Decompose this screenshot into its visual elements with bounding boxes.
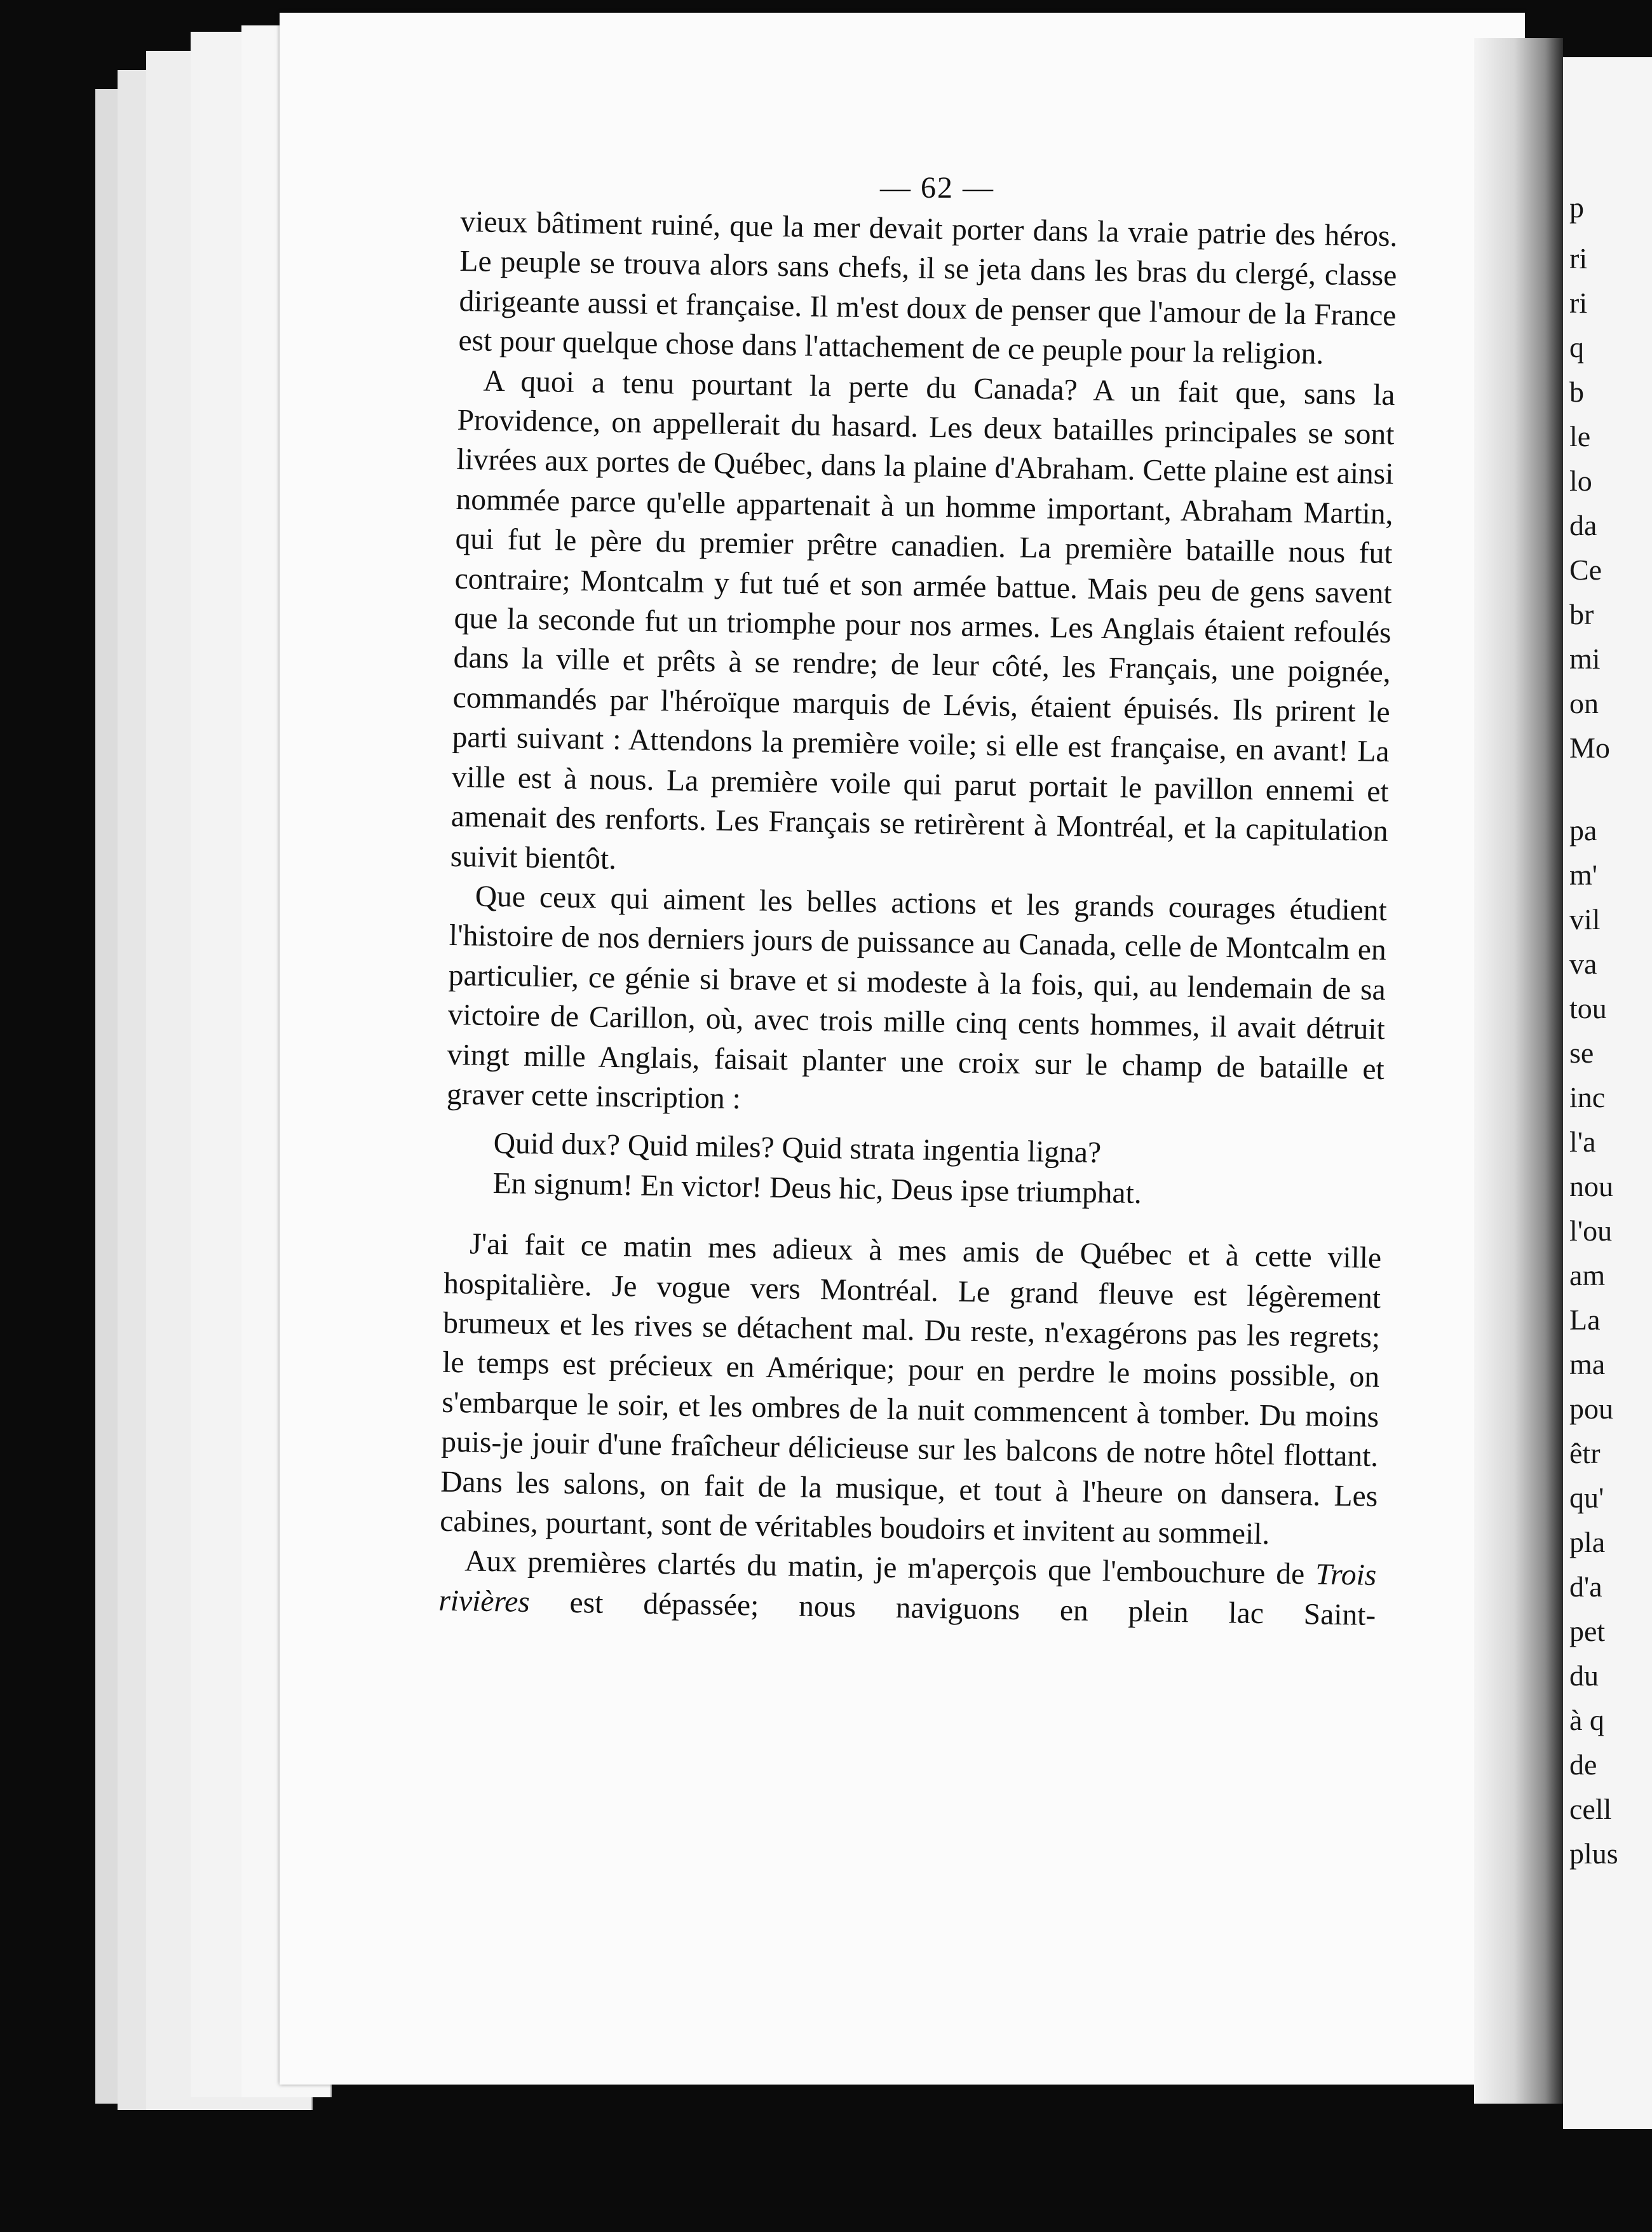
paragraph bbox=[438, 1541, 1377, 1635]
paragraph: Que ceux qui aiment les belles actions et les grands courages étudient l'histoire de nos derniers jours de puissance au Canada, celle de Montcalm en particulier, ce génie si brave et si modeste à la fois, qui, au lendemain de sa victoire de Carillon, où, avec trois mille cinq cents hommes, il avait détruit vingt mille Anglais, faisait planter une croix sur le champ de bataille et graver cette inscription : bbox=[446, 880, 1388, 1116]
facing-page-fragment: vil bbox=[1569, 903, 1601, 936]
facing-page-fragment: l'a bbox=[1569, 1126, 1596, 1158]
facing-page-fragment: ri bbox=[1569, 287, 1588, 319]
facing-page-fragment: le bbox=[1569, 420, 1591, 453]
facing-page-fragment: b bbox=[1569, 376, 1584, 408]
facing-page-fragment: p bbox=[1569, 191, 1584, 224]
facing-page-fragment: du bbox=[1569, 1659, 1599, 1692]
facing-page-fragment: se bbox=[1569, 1037, 1594, 1069]
book-gutter bbox=[1474, 38, 1563, 2104]
facing-page-fragment: l'ou bbox=[1569, 1215, 1613, 1247]
facing-page-fragment: Mo bbox=[1569, 732, 1610, 764]
facing-page-fragment: on bbox=[1569, 687, 1599, 719]
verse-line: En signum! En victor! Deus hic, Deus ipse triumphat. bbox=[492, 1166, 1142, 1210]
facing-page-fragment: ma bbox=[1569, 1348, 1606, 1380]
facing-page-fragment: pla bbox=[1569, 1526, 1606, 1558]
facing-page-fragment: inc bbox=[1569, 1081, 1606, 1113]
facing-page-fragment: à q bbox=[1569, 1704, 1604, 1736]
inscription-verse bbox=[445, 1114, 1384, 1239]
paragraph: A quoi a tenu pourtant la perte du Canada? A un fait que, sans la Providence, on appellerait du hasard. Les deux batailles principales se sont livrées aux portes de Québec, dans la plaine d'Abraham. Cette plaine est ainsi nommée parce qu'elle appartenait à un homme important, Abraham Martin, qui fut le père du premier prêtre canadien. La première bataille nous fut contraire; Montcalm y fut tué et son armée battue. Mais peu de gens savent que la seconde fut un triomphe pour nos armes. Les Anglais étaient refoulés dans la ville et prêts à se rendre; de leur côté, les Français, une poignée, commandés par l'héroïque marquis de Lévis, étaient épuisés. Ils prirent le parti suivant : Attendons la première voile; si elle est française, en avant! La ville est à nous. La première voile qui parut portait le pavillon ennemi et amenait des renforts. Les Français se retirèrent à Montréal, et la capitulation suivit bientôt. bbox=[450, 364, 1395, 876]
facing-page-fragment: pa bbox=[1569, 814, 1597, 847]
facing-page-fragment: va bbox=[1569, 948, 1597, 980]
facing-page-fragment: br bbox=[1569, 598, 1594, 630]
verse-line: Quid dux? Quid miles? Quid strata ingentia ligna? bbox=[493, 1127, 1102, 1170]
facing-page-fragment: pet bbox=[1569, 1615, 1606, 1647]
facing-page-fragment: lo bbox=[1569, 465, 1592, 497]
facing-page-fragment: am bbox=[1569, 1259, 1606, 1291]
place-name-italic: Trois rivières bbox=[438, 1558, 1377, 1619]
facing-page-fragment: pou bbox=[1569, 1392, 1613, 1425]
facing-page-fragment: plus bbox=[1569, 1837, 1618, 1870]
paragraph-text: est dépassée; nous naviguons en plein lac Saint- bbox=[529, 1585, 1376, 1632]
page-text bbox=[438, 202, 1398, 1635]
facing-page-fragment: cell bbox=[1569, 1793, 1612, 1825]
facing-page-fragment: La bbox=[1569, 1303, 1601, 1336]
facing-page-fragment: tou bbox=[1569, 992, 1607, 1024]
facing-page-fragment: da bbox=[1569, 509, 1597, 541]
paragraph: J'ai fait ce matin mes adieux à mes amis de Québec et à cette ville hospitalière. Je vogue vers Montréal. Le grand fleuve est légèrement brumeux et les rives se détachent mal. Du reste, n'exagérons pas les regrets; le temps est précieux en Amérique; pour en perdre le moins possible, on s'embarque le soir, et les ombres de la nuit commencent à tomber. Du moins puis-je jouir d'une fraîcheur délicieuse sur les balcons de notre hôtel flottant. Dans les salons, on fait de la musique, et tout à l'heure on dansera. Les cabines, pourtant, sont de véritables boudoirs et invitent au sommeil. bbox=[439, 1227, 1382, 1551]
facing-page-fragment: de bbox=[1569, 1748, 1597, 1781]
facing-page-fragment: ri bbox=[1569, 242, 1588, 275]
page-number: — 62 — bbox=[880, 171, 994, 205]
facing-page-fragment: m' bbox=[1569, 859, 1598, 891]
facing-page-fragment: qu' bbox=[1569, 1481, 1604, 1514]
paragraph-text: Aux premières clartés du matin, je m'aperçois que l'embouchure de bbox=[464, 1544, 1316, 1591]
facing-page-fragment: d'a bbox=[1569, 1570, 1602, 1603]
facing-page-fragment: mi bbox=[1569, 643, 1601, 675]
facing-page-fragment: q bbox=[1569, 331, 1584, 364]
facing-page-fragment: nou bbox=[1569, 1170, 1613, 1202]
facing-page-fragment: êtr bbox=[1569, 1437, 1601, 1469]
paragraph: vieux bâtiment ruiné, que la mer devait porter dans la vraie patrie des héros. Le peuple se trouva alors sans chefs, il se jeta dans les bras du clergé, classe dirigeante aussi et française. Il m'est doux de penser que l'amour de la France est pour quelque chose dans l'attachement de ce peuple pour la religion. bbox=[458, 205, 1398, 371]
facing-page-fragment: Ce bbox=[1569, 554, 1602, 586]
facing-page bbox=[1563, 57, 1652, 2129]
